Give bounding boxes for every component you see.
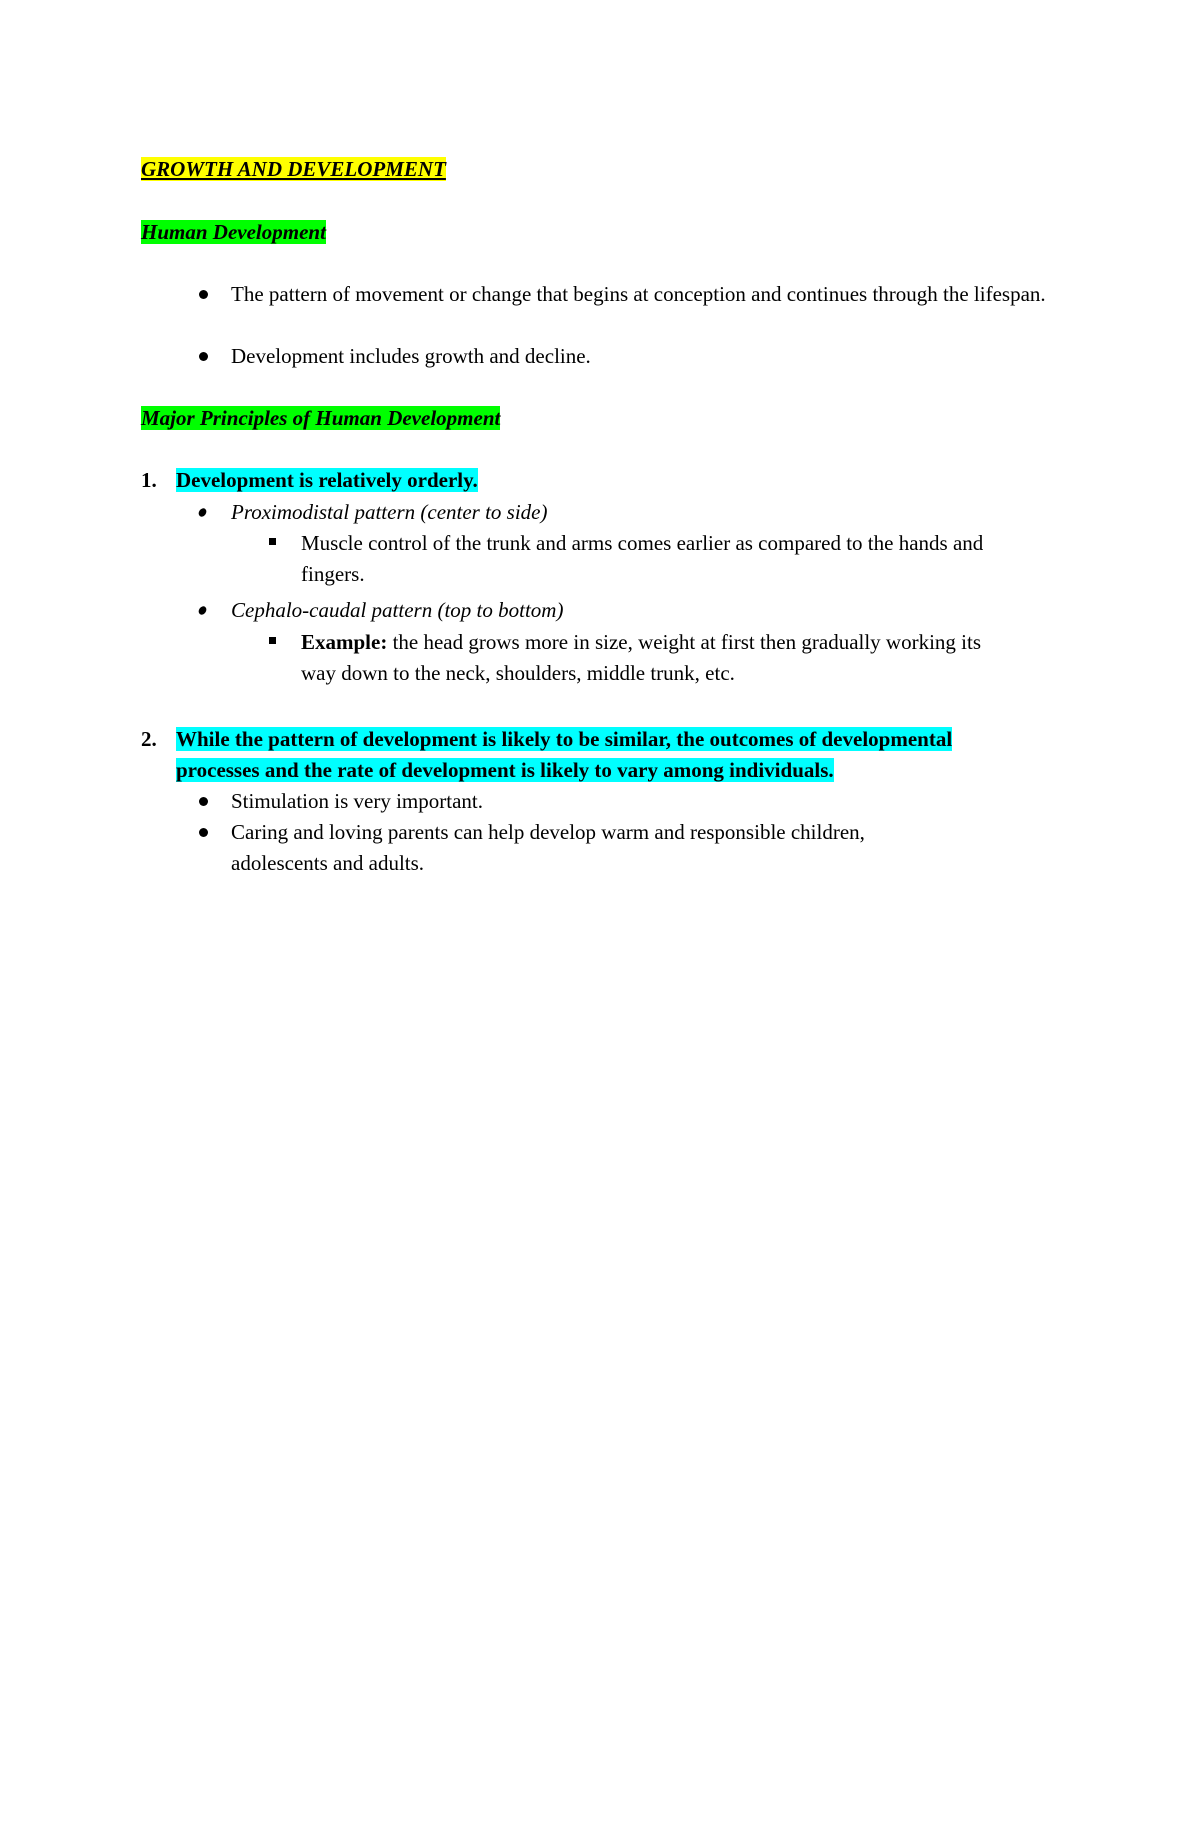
bullet-icon bbox=[199, 797, 208, 806]
square-bullet-icon bbox=[269, 538, 276, 545]
bullet-text: The pattern of movement or change that begins at conception and continues through the lifespan. bbox=[231, 282, 1046, 306]
bullet-icon bbox=[197, 507, 208, 518]
section-heading-major-principles: Major Principles of Human Development bbox=[141, 406, 501, 430]
sub-bullet-text: Cephalo-caudal pattern (top to bottom) bbox=[231, 598, 564, 622]
principle-number: 2. bbox=[141, 727, 157, 751]
bullet-text: Development includes growth and decline. bbox=[231, 344, 591, 368]
sub-bullet-text: Proximodistal pattern (center to side) bbox=[231, 500, 548, 524]
bullet-text: Caring and loving parents can help develop warm and responsible children, adolescents and adults. bbox=[231, 820, 865, 875]
bullet-icon bbox=[199, 352, 208, 361]
bullet-icon bbox=[199, 828, 208, 837]
document-title bbox=[141, 154, 1061, 185]
bullet-icon bbox=[199, 290, 208, 299]
detail-text: Muscle control of the trunk and arms comes earlier as compared to the hands and fingers. bbox=[301, 531, 984, 586]
principle-text: Development is relatively orderly. bbox=[176, 468, 478, 492]
square-bullet-icon bbox=[269, 637, 276, 644]
bullet-icon bbox=[197, 605, 208, 616]
detail-text: Example: the head grows more in size, weight at first then gradually working its way down to the neck, shoulders, middle trunk, etc. bbox=[301, 630, 982, 685]
section-heading-human-development: Human Development bbox=[141, 220, 326, 244]
principle-text-line-1: While the pattern of development is likely to be similar, the outcomes of developmental bbox=[176, 727, 953, 751]
principle-number: 1. bbox=[141, 468, 157, 492]
bullet-text: Stimulation is very important. bbox=[231, 789, 483, 813]
principle-text-line-2: processes and the rate of development is likely to vary among individuals. bbox=[176, 758, 834, 782]
document-title-text: GROWTH AND DEVELOPMENT bbox=[141, 157, 446, 181]
